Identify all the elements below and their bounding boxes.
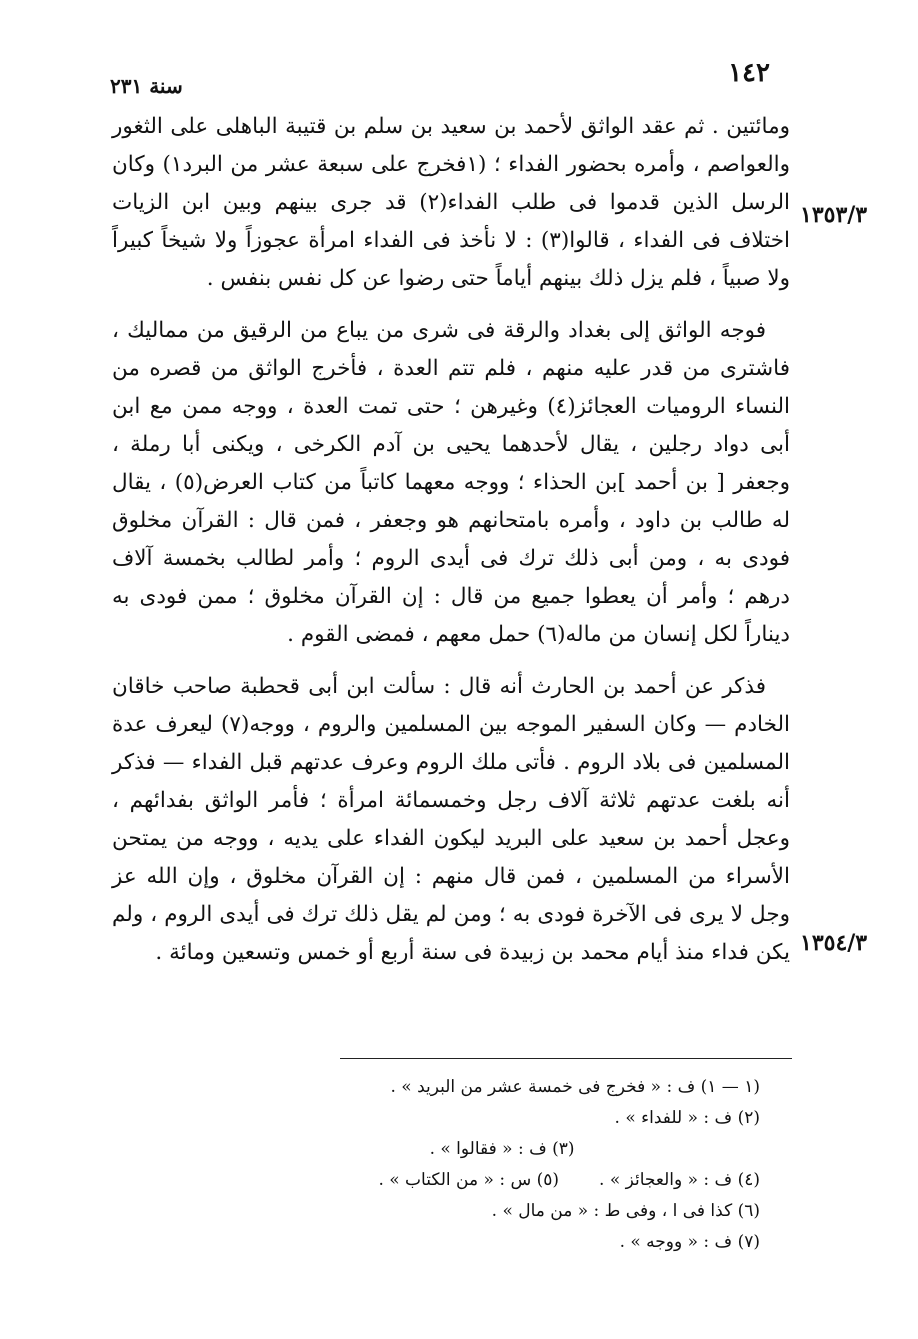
footnote-2: (٢) ف : « للفداء » . [614,1108,760,1128]
running-head-year: سنة ٢٣١ [110,74,183,98]
page-number: ١٤٢ [728,58,770,88]
footnote-6: (٦) كذا فى ا ، وفى ط : « من مال » . [491,1201,760,1221]
footnote-7: (٧) ف : « ووجه » . [619,1232,760,1252]
footnotes [180,1072,760,1258]
footnote-row [180,1103,760,1134]
footnote-1: (١ — ١) ف : « فخرج فى خمسة عشر من البريد » . [390,1077,760,1097]
footnote-5: (٥) س : « من الكتاب » . [378,1170,560,1190]
margin-reference-1: ١٣٥٣/٣ [800,202,868,228]
footnote-row [180,1072,760,1103]
footnote-3: (٣) ف : « فقالوا » . [429,1139,575,1159]
footnote-4: (٤) ف : « والعجائز » . [599,1170,760,1190]
main-text [112,108,790,972]
margin-reference-2: ١٣٥٤/٣ [800,930,868,956]
footnote-row [180,1196,760,1227]
footnote-row [180,1134,760,1165]
paragraph-3: فذكر عن أحمد بن الحارث أنه قال : سألت ابن أبى قحطبة صاحب خاقان الخادم — وكان السفير الموجه بين المسلمين والروم ، ووجه(٧) ليعرف عدة المسلمين فى بلاد الروم . فأتى ملك الروم وعرف عدتهم قبل الفداء — فذكر أنه بلغت عدتهم ثلاثة آلاف رجل وخمسمائة امرأة ؛ فأمر الواثق بفدائهم ، وعجل أحمد بن سعيد على البريد ليكون الفداء على يديه ، ووجه من يمتحن الأسراء من المسلمين ، فمن قال منهم : إن القرآن مخلوق ، وإن الله عز وجل لا يرى فى الآخرة فودى به ؛ ومن لم يقل ذلك ترك فى أيدى الروم ، ولم يكن فداء منذ أيام محمد بن زبيدة فى سنة أربع أو خمس وتسعين ومائة . [112,674,790,965]
paragraph-1: ومائتين . ثم عقد الواثق لأحمد بن سعيد بن سلم بن قتيبة الباهلى على الثغور والعواصم ، وأمره بحضور الفداء ؛ (١فخرج على سبعة عشر من البرد١) وكان الرسل الذين قدموا فى طلب الفداء(٢) قد جرى بينهم وبين ابن الزيات اختلاف فى الفداء ، قالوا(٣) : لا نأخذ فى الفداء امرأة عجوزاً ولا شيخاً كبيراً ولا صبياً ، فلم يزل ذلك بينهم أياماً حتى رضوا عن كل نفس بنفس . [112,114,790,291]
page-header [110,58,770,98]
footnote-row [180,1227,760,1258]
paragraph-2: فوجه الواثق إلى بغداد والرقة فى شرى من يباع من الرقيق من مماليك ، فاشترى من قدر عليه منهم ، فلم تتم العدة ، فأخرج الواثق من قصره من النساء الروميات العجائز(٤) وغيرهن ؛ حتى تمت العدة ، ووجه ممن مع ابن أبى دواد رجلين ، يقال لأحدهما يحيى بن آدم الكرخى ، ويكنى أبا رملة ، وجعفر [ بن أحمد ]بن الحذاء ؛ ووجه معهما كاتباً من كتاب العرض(٥) ، يقال له طالب بن داود ، وأمره بامتحانهم هو وجعفر ، فمن قال : القرآن مخلوق فودى به ، ومن أبى ذلك ترك فى أيدى الروم ؛ وأمر لطالب بخمسة آلاف درهم ؛ وأمر أن يعطوا جميع من قال : إن القرآن مخلوق ؛ ممن فودى به ديناراً لكل إنسان من ماله(٦) حمل معهم ، فمضى القوم . [112,318,790,647]
footnote-row [180,1165,760,1196]
footnote-divider [340,1058,792,1059]
